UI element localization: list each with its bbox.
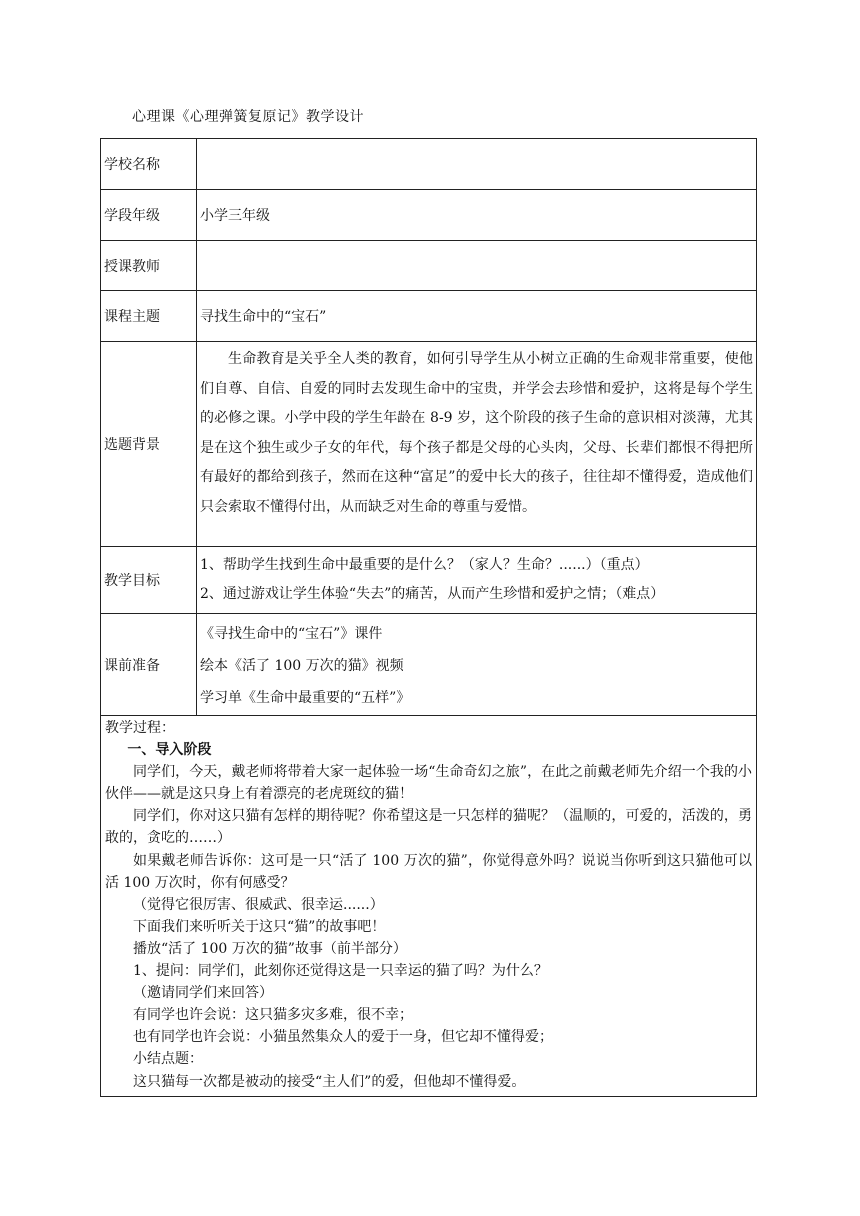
process-paragraph: 也有同学也许会说：小猫虽然集众人的爱于一身，但它却不懂得爱； <box>133 1029 553 1046</box>
process-paragraph: （觉得它很厉害、很威武、很幸运......） <box>133 896 384 913</box>
background-text <box>197 342 756 522</box>
teacher-label: 授课教师 <box>101 241 197 290</box>
grade-value: 小学三年级 <box>200 208 270 224</box>
process-paragraph: 同学们，今天，戴老师将带着大家一起体验一场“生命奇幻之旅”，在此之前戴老师先介绍一个我的小伙伴——就是这只身上有着漂亮的老虎斑纹的猫！ <box>105 764 752 803</box>
goals-label: 教学目标 <box>101 547 197 613</box>
prep-item: 学习单《生命中最重要的“五样”》 <box>200 690 411 706</box>
row-teacher <box>101 241 756 291</box>
section-heading: 一、导入阶段 <box>127 742 212 759</box>
grade-label: 学段年级 <box>101 190 197 240</box>
process-paragraph: 有同学也许会说：这只猫多灾多难，很不幸； <box>133 1007 413 1024</box>
prep-label: 课前准备 <box>101 614 197 715</box>
process-paragraph: 小结点题： <box>133 1051 203 1068</box>
school-value <box>197 139 756 189</box>
process-paragraph: 同学们，你对这只猫有怎样的期待呢？你希望这是一只怎样的猫呢？（温顺的，可爱的，活泼的，勇敢的，贪吃的……） <box>105 808 752 847</box>
process-paragraph: 1、提问：同学们，此刻你还觉得这是一只幸运的猫了吗？为什么？ <box>133 963 548 980</box>
background-paragraph: 生命教育是关乎全人类的教育，如何引导学生从小树立正确的生命观非常重要，使他们自尊、自信、自爱的同时去发现生命中的宝贵，并学会去珍惜和爱护，这将是每个学生的必修之课。小学中段的学生年龄在 8-9 岁，这个阶段的孩子生命的意识相对淡薄，尤其是在这个独生或少子女的年代，每个孩子都是父母的心头肉，父母、长辈们都恨不得把所有最好的都给到孩子，然而在这种“富足”的爱中长大的孩子，往往却不懂得爱，造成他们只会索取不懂得付出，从而缺乏对生命的尊重与爱惜。 <box>200 351 753 515</box>
lesson-plan-table <box>100 138 757 1097</box>
theme-label: 课程主题 <box>101 291 197 341</box>
process-paragraph: 这只猫每一次都是被动的接受“主人们”的爱，但他却不懂得爱。 <box>133 1073 526 1090</box>
row-school <box>101 139 756 190</box>
row-grade <box>101 190 756 241</box>
theme-value: 寻找生命中的“宝石” <box>200 309 327 325</box>
teaching-process <box>101 716 756 1093</box>
prep-list <box>197 614 756 715</box>
process-paragraph: （邀请同学们来回答） <box>133 985 273 1002</box>
process-paragraph: 播放“活了 100 万次的猫”故事（前半部分） <box>133 940 407 957</box>
background-label: 选题背景 <box>101 342 197 546</box>
goal-item: 1、帮助学生找到生命中最重要的是什么？（家人？生命？......）（重点） <box>200 557 649 573</box>
row-background <box>101 342 756 547</box>
school-label: 学校名称 <box>101 139 197 189</box>
goals-list <box>197 547 756 613</box>
document-title: 心理课《心理弹簧复原记》教学设计 <box>132 109 364 125</box>
process-paragraph: 下面我们来听听关于这只“猫”的故事吧！ <box>133 918 386 935</box>
teacher-value <box>197 241 756 290</box>
row-theme <box>101 291 756 342</box>
prep-item: 绘本《活了 100 万次的猫》视频 <box>200 658 404 674</box>
prep-item: 《寻找生命中的“宝石”》课件 <box>200 626 383 642</box>
goal-item: 2、通过游戏让学生体验“失去”的痛苦，从而产生珍惜和爱护之情；（难点） <box>200 586 665 602</box>
row-prep <box>101 614 756 716</box>
process-paragraph: 如果戴老师告诉你：这可是一只“活了 100 万次的猫”，你觉得意外吗？说说当你听到这只猫他可以活 100 万次时，你有何感受？ <box>105 852 752 891</box>
row-goals <box>101 547 756 614</box>
process-label: 教学过程： <box>105 720 175 736</box>
